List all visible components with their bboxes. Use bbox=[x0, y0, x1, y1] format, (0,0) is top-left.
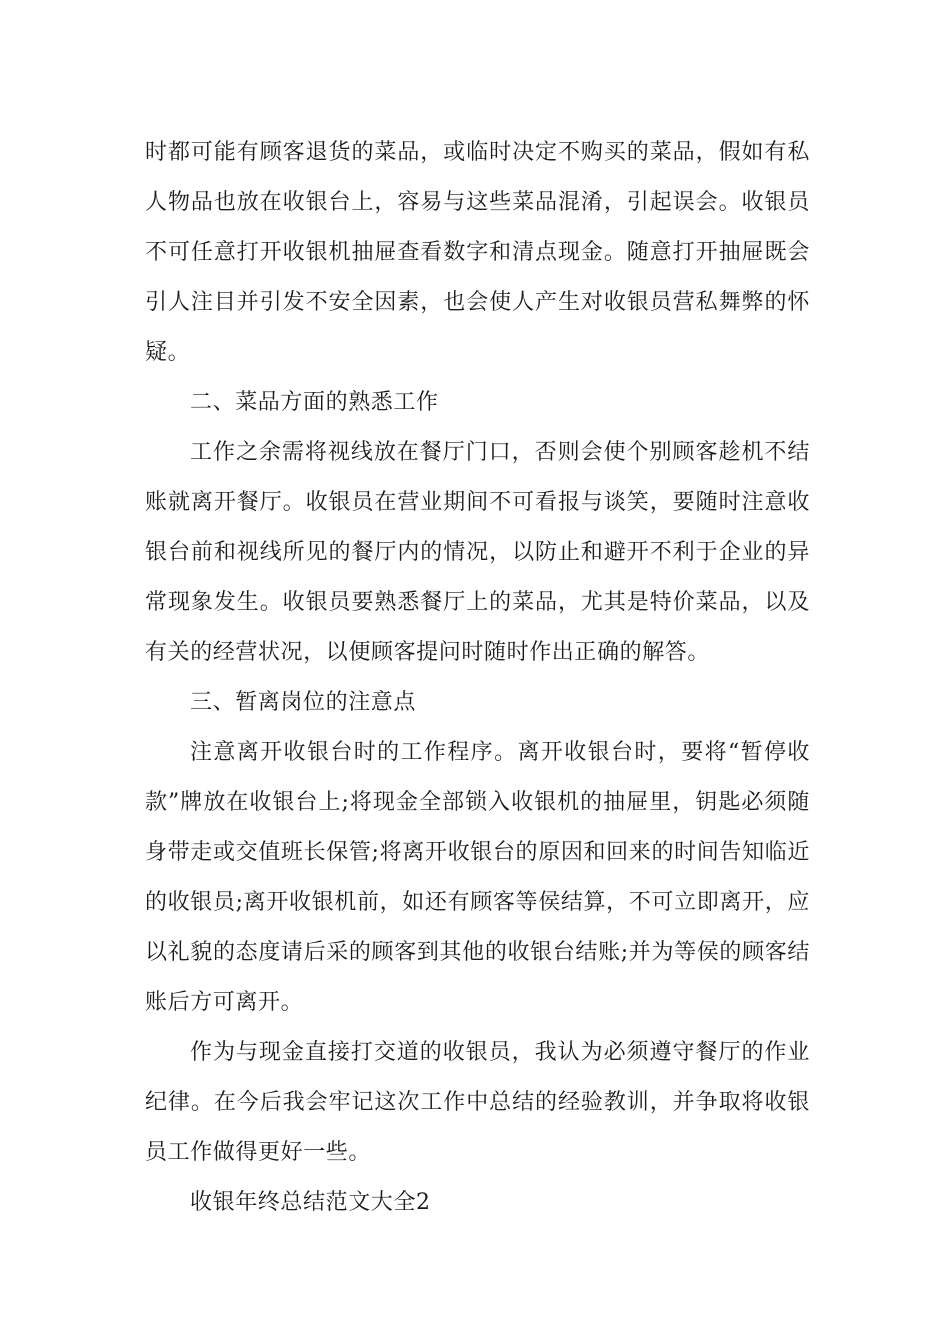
paragraph-3-line-6: 账后方可离开。 bbox=[145, 990, 304, 1015]
section-title: 收银年终总结范文大全2 bbox=[190, 1190, 431, 1215]
paragraph-4-line-2: 纪律。在今后我会牢记这次工作中总结的经验教训，并争取将收银 bbox=[145, 1090, 810, 1115]
paragraph-3-line-1: 注意离开收银台时的工作程序。离开收银台时，要将“暂停收 bbox=[190, 740, 810, 765]
paragraph-2-line-5: 有关的经营状况，以便顾客提问时随时作出正确的解答。 bbox=[145, 640, 711, 665]
paragraph-2-line-4: 常现象发生。收银员要熟悉餐厅上的菜品，尤其是特价菜品，以及 bbox=[145, 590, 810, 615]
paragraph-4-line-3: 员工作做得更好一些。 bbox=[145, 1140, 372, 1165]
paragraph-2-line-2: 账就离开餐厅。收银员在营业期间不可看报与谈笑，要随时注意收 bbox=[145, 490, 810, 515]
paragraph-3-line-3: 身带走或交值班长保管;将离开收银台的原因和回来的时间告知临近 bbox=[145, 840, 810, 865]
paragraph-3-line-5: 以礼貌的态度请后采的顾客到其他的收银台结账;并为等侯的顾客结 bbox=[145, 940, 810, 965]
paragraph-1-line-2: 人物品也放在收银台上，容易与这些菜品混淆，引起误会。收银员 bbox=[145, 190, 810, 215]
paragraph-1-line-1: 时都可能有顾客退货的菜品，或临时决定不购买的菜品，假如有私 bbox=[145, 140, 810, 165]
paragraph-1-line-5: 疑。 bbox=[145, 340, 191, 365]
paragraph-4-line-1: 作为与现金直接打交道的收银员，我认为必须遵守餐厅的作业 bbox=[190, 1040, 810, 1065]
paragraph-3-line-2: 款”牌放在收银台上;将现金全部锁入收银机的抽屉里，钥匙必须随 bbox=[145, 790, 810, 815]
paragraph-3-line-4: 的收银员;离开收银机前，如还有顾客等侯结算，不可立即离开，应 bbox=[145, 890, 810, 915]
paragraph-1-line-4: 引人注目并引发不安全因素，也会使人产生对收银员营私舞弊的怀 bbox=[145, 290, 810, 315]
section-heading-3: 三、暂离岗位的注意点 bbox=[190, 690, 417, 715]
paragraph-2-line-1: 工作之余需将视线放在餐厅门口，否则会使个别顾客趁机不结 bbox=[190, 440, 810, 465]
paragraph-1-line-3: 不可任意打开收银机抽屉查看数字和清点现金。随意打开抽屉既会 bbox=[145, 240, 810, 265]
section-heading-2: 二、菜品方面的熟悉工作 bbox=[190, 390, 439, 415]
paragraph-2-line-3: 银台前和视线所见的餐厅内的情况，以防止和避开不利于企业的异 bbox=[145, 540, 810, 565]
